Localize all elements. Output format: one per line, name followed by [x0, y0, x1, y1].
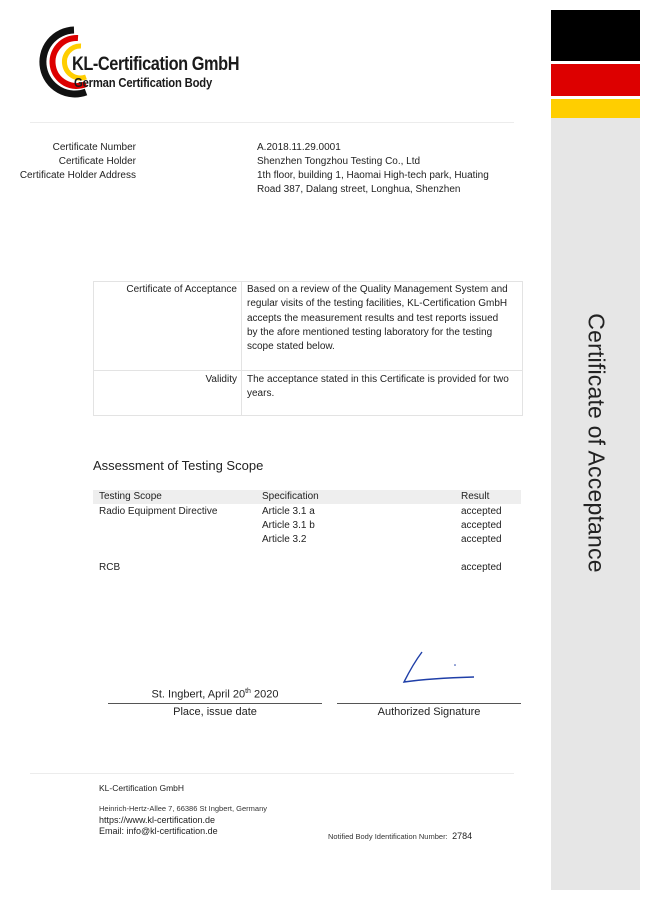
scope-cell-name: Radio Equipment Directive: [99, 506, 218, 517]
header-result: Result: [461, 491, 490, 502]
validity-text: [247, 373, 519, 402]
certificate-number-value: A.2018.11.29.0001: [257, 142, 341, 153]
certificate-number-label: Certificate Number: [52, 142, 136, 153]
validity-line: years.: [247, 388, 275, 400]
footer-website: https://www.kl-certification.de: [99, 815, 216, 825]
footer-email: Email: info@kl-certification.de: [99, 826, 218, 836]
header-specification: Specification: [262, 491, 319, 502]
signature-line: [337, 703, 521, 704]
acceptance-text: [247, 283, 519, 354]
logo-company-name: KL-Certification GmbH: [72, 54, 240, 75]
place-date-sup: th: [245, 688, 251, 695]
notified-body: [328, 826, 472, 844]
scope-cell-name: RCB: [99, 562, 121, 573]
holder-address-line1: 1th floor, building 1, Haomai High-tech park, Huating: [257, 170, 489, 181]
acceptance-column-divider: [241, 282, 242, 415]
notified-body-number: 2784: [452, 831, 473, 841]
scope-cell-result: accepted: [461, 562, 502, 573]
holder-address-line2: Road 387, Dalang street, Longhua, Shenzhen: [257, 184, 461, 195]
acceptance-line: accepts the measurement results and test reports issued: [247, 312, 499, 324]
flag-stripe-black: [551, 10, 640, 61]
flag-stripe-gold: [551, 99, 640, 118]
info-block: [0, 141, 550, 201]
holder-address-label: Certificate Holder Address: [19, 170, 136, 181]
acceptance-label: Certificate of Acceptance: [126, 284, 237, 295]
place-date-prefix: St. Ingbert, April 20: [151, 688, 246, 701]
validity-line: The acceptance stated in this Certificate is provided for two: [247, 374, 509, 385]
scope-cell-result: accepted: [461, 506, 502, 517]
validity-label: Validity: [205, 374, 237, 385]
place-date-line: [108, 703, 322, 704]
footer-company: KL-Certification GmbH: [99, 783, 185, 793]
scope-cell-result: accepted: [461, 520, 502, 531]
footer-address: Heinrich-Hertz-Allee 7, 66386 St Ingbert, Germany: [99, 804, 267, 813]
place-date-label: Place, issue date: [173, 706, 257, 718]
place-date-value: [108, 688, 322, 701]
acceptance-box: [93, 281, 523, 416]
header-divider: [30, 122, 514, 123]
acceptance-line: by the afore mentioned testing laboratory for the testing: [247, 326, 493, 338]
signature-scribble-icon: [398, 650, 480, 686]
certificate-holder-label: Certificate Holder: [58, 156, 136, 167]
authorized-signature-label: Authorized Signature: [377, 706, 481, 718]
vertical-title: Certificate of Acceptance: [583, 313, 609, 573]
acceptance-line: regular visits of the testing facilities, KL-Certification GmbH: [247, 298, 508, 310]
acceptance-row-divider: [94, 370, 522, 371]
scope-section-title: Assessment of Testing Scope: [93, 458, 264, 473]
footer-divider: [30, 773, 514, 774]
scope-cell-spec: Article 3.1 b: [262, 520, 315, 531]
header-testing-scope: Testing Scope: [99, 491, 162, 502]
notified-body-label: Notified Body Identification Number:: [328, 832, 448, 841]
right-sidebar: [551, 10, 640, 890]
logo-tagline: German Certification Body: [74, 76, 213, 90]
certificate-holder-value: Shenzhen Tongzhou Testing Co., Ltd: [257, 156, 421, 167]
place-date-year: 2020: [250, 688, 279, 701]
acceptance-line: Based on a review of the Quality Management System and: [247, 284, 508, 295]
scope-cell-result: accepted: [461, 534, 502, 545]
scope-cell-spec: Article 3.1 a: [262, 506, 315, 517]
flag-stripe-red: [551, 64, 640, 96]
scope-cell-spec: Article 3.2: [262, 534, 307, 545]
acceptance-line: scope stated below.: [247, 341, 335, 353]
